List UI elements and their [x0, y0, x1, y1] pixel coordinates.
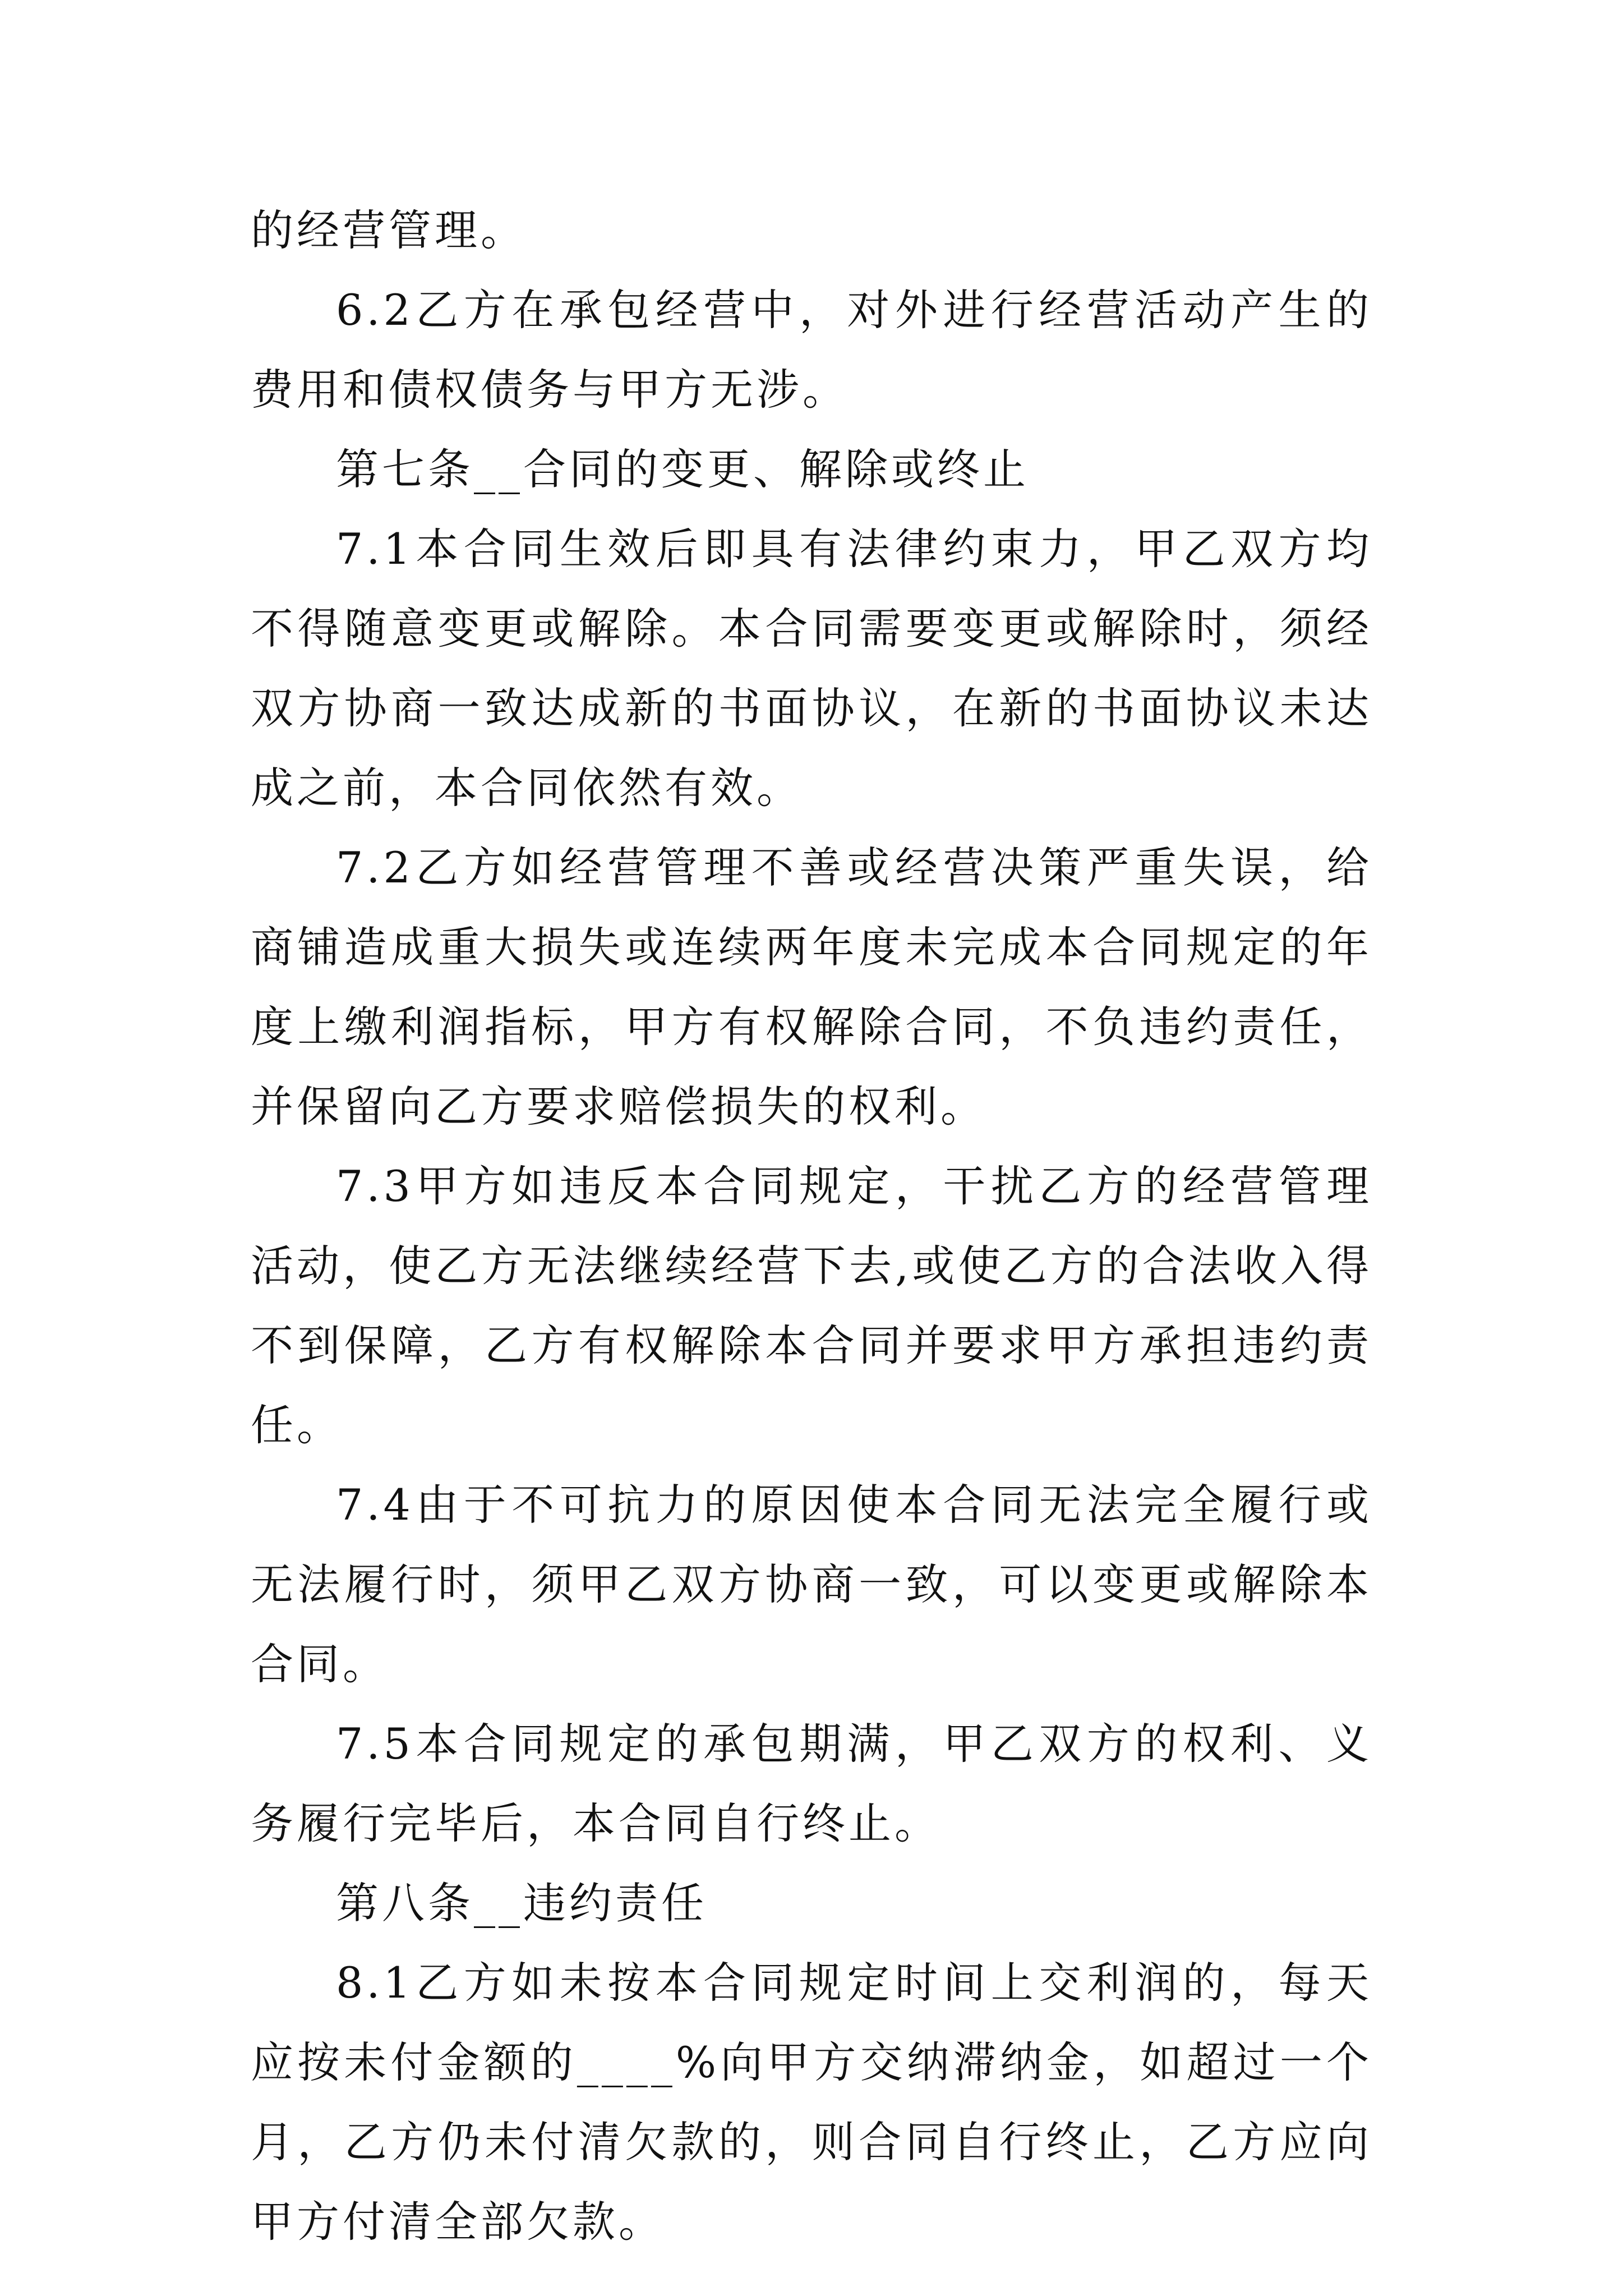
article-8-heading: 第八条__违约责任	[336, 1878, 707, 1928]
article-7-heading: 第七条__合同的变更、解除或终止	[336, 444, 1029, 494]
paragraph-continuation: 的经营管理。	[251, 205, 527, 255]
clause-7-1: 7.1本合同生效后即具有法律约束力，甲乙双方均不得随意变更或解除。本合同需要变更或解除时，须经双方协商一致达成新的书面协议，在新的书面协议未达成之前，本合同依然有效。	[251, 524, 1372, 813]
clause-7-3: 7.3甲方如违反本合同规定，干扰乙方的经营管理活动，使乙方无法继续经营下去,或使乙方的合法收入得不到保障，乙方有权解除本合同并要求甲方承担违约责任。	[251, 1161, 1372, 1450]
contract-text-body	[251, 191, 1372, 2262]
clause-6-2: 6.2乙方在承包经营中，对外进行经营活动产生的费用和债权债务与甲方无涉。	[251, 285, 1372, 415]
clause-7-2: 7.2乙方如经营管理不善或经营决策严重失误，给商铺造成重大损失或连续两年度未完成本合同规定的年度上缴利润指标，甲方有权解除合同，不负违约责任，并保留向乙方要求赔偿损失的权利。	[251, 843, 1372, 1131]
clause-7-5: 7.5本合同规定的承包期满，甲乙双方的权利、义务履行完毕后，本合同自行终止。	[251, 1719, 1372, 1848]
clause-8-1: 8.1乙方如未按本合同规定时间上交利润的，每天应按未付金额的____%向甲方交纳滞纳金，如超过一个月，乙方仍未付清欠款的，则合同自行终止，乙方应向甲方付清全部欠款。	[251, 1958, 1372, 2247]
clause-7-4: 7.4由于不可抗力的原因使本合同无法完全履行或无法履行时，须甲乙双方协商一致，可以变更或解除本合同。	[251, 1480, 1372, 1689]
